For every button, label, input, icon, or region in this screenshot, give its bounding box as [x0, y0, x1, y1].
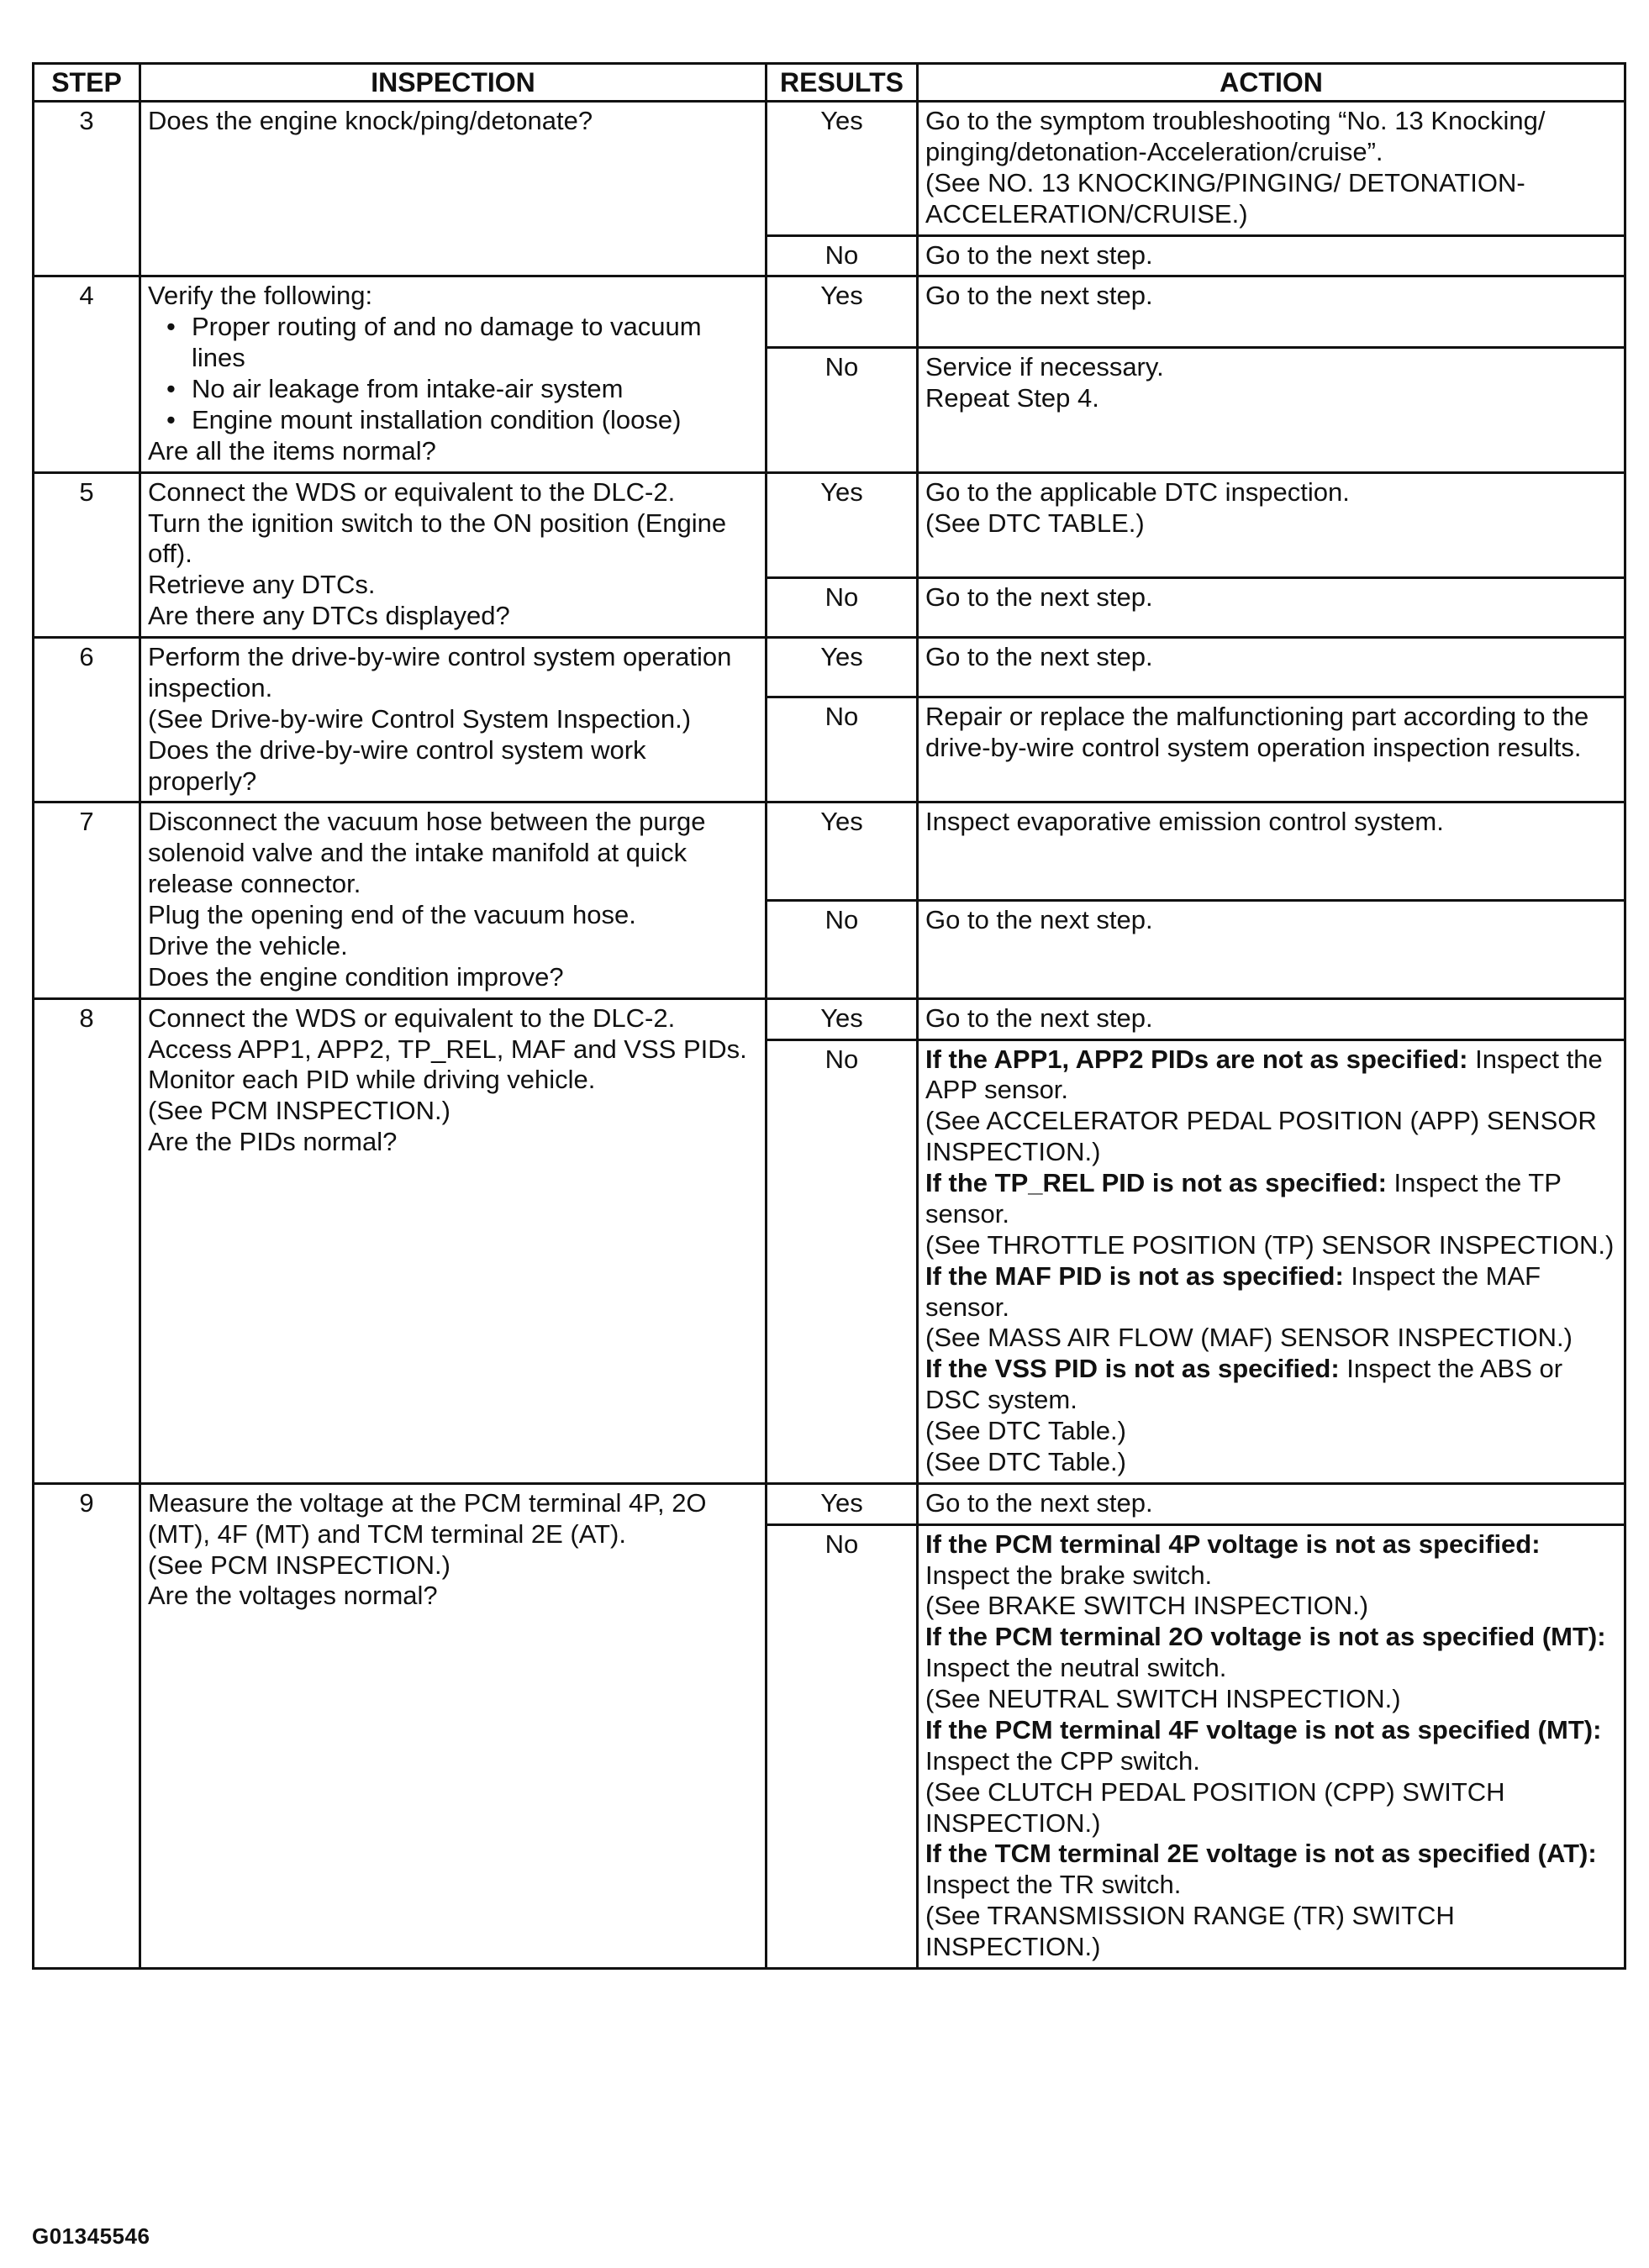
header-step: STEP — [34, 64, 140, 102]
inspection-line — [148, 1550, 758, 1581]
action-line — [925, 642, 1617, 673]
action-line — [925, 1106, 1617, 1168]
action-line — [925, 1230, 1617, 1261]
table-row — [34, 998, 1625, 1039]
action-cell — [918, 901, 1625, 999]
inspection-text: Access APP1, APP2, TP_REL, MAF and VSS PIDs. — [148, 1034, 747, 1064]
result-cell: Yes — [767, 998, 918, 1039]
action-text: Go to the next step. — [925, 1487, 1153, 1518]
inspection-line — [148, 704, 758, 735]
result-cell: No — [767, 697, 918, 802]
action-text: Repeat Step 4. — [925, 383, 1099, 413]
troubleshooting-table — [32, 62, 1626, 1970]
action-line — [925, 1622, 1617, 1653]
inspection-line — [148, 1581, 758, 1612]
action-line — [925, 1653, 1617, 1684]
action-text: (See MASS AIR FLOW (MAF) SENSOR INSPECTION.) — [925, 1323, 1573, 1353]
action-cell — [918, 998, 1625, 1039]
action-line — [925, 352, 1617, 383]
action-text: Inspect the APP sensor. — [925, 1044, 1603, 1105]
inspection-cell — [140, 1483, 767, 1968]
action-cell — [918, 802, 1625, 901]
action-line — [925, 1003, 1617, 1034]
action-text: Go to the next step. — [925, 581, 1153, 612]
inspection-line — [148, 931, 758, 962]
action-text: Inspect the TR switch. — [925, 1870, 1182, 1900]
inspection-line — [148, 281, 758, 312]
inspection-line — [148, 962, 758, 993]
inspection-line — [148, 477, 758, 508]
inspection-line — [148, 807, 758, 900]
inspection-text: Plug the opening end of the vacuum hose. — [148, 900, 636, 930]
action-line — [925, 1839, 1617, 1870]
inspection-text: Are the PIDs normal? — [148, 1127, 398, 1157]
action-line — [925, 1684, 1617, 1715]
table-row — [34, 472, 1625, 577]
action-cell — [918, 276, 1625, 348]
inspection-text: Perform the drive-by-wire control system operation inspection. — [148, 642, 732, 703]
action-line — [925, 1416, 1617, 1447]
inspection-text: Are all the items normal? — [148, 435, 436, 466]
inspection-text: Turn the ignition switch to the ON position (Engine off). — [148, 508, 727, 569]
inspection-text: Measure the voltage at the PCM terminal 4P, 2O (MT), 4F (MT) and TCM terminal 2E (AT). — [148, 1487, 707, 1549]
table-row — [34, 802, 1625, 901]
action-line — [925, 1045, 1617, 1107]
action-text: (See BRAKE SWITCH INSPECTION.) — [925, 1591, 1369, 1621]
action-line — [925, 1323, 1617, 1354]
condition-text: If the MAF PID is not as specified: — [925, 1260, 1344, 1291]
action-text: (See TRANSMISSION RANGE (TR) SWITCH INSPECTION.) — [925, 1901, 1455, 1962]
action-text: Go to the next step. — [925, 905, 1153, 935]
condition-text: If the PCM terminal 4P voltage is not as specified: — [925, 1529, 1541, 1559]
figure-code: G01345546 — [32, 2223, 150, 2249]
action-text: Inspect the TP sensor. — [925, 1168, 1562, 1229]
table-row — [34, 638, 1625, 697]
inspection-line — [148, 1034, 758, 1066]
inspection-text: Retrieve any DTCs. — [148, 570, 376, 600]
action-cell — [918, 102, 1625, 236]
action-cell — [918, 638, 1625, 697]
inspection-line — [148, 570, 758, 601]
condition-text: If the APP1, APP2 PIDs are not as specified: — [925, 1044, 1468, 1074]
inspection-text: Are the voltages normal? — [148, 1581, 438, 1611]
action-line — [925, 383, 1617, 414]
action-text: Inspect the MAF sensor. — [925, 1260, 1541, 1322]
inspection-text: Connect the WDS or equivalent to the DLC-2. — [148, 1002, 676, 1033]
action-cell — [918, 697, 1625, 802]
header-results: RESULTS — [767, 64, 918, 102]
table-body — [34, 102, 1625, 1969]
action-text: Inspect evaporative emission control system. — [925, 807, 1444, 837]
inspection-line — [148, 1127, 758, 1158]
result-cell: No — [767, 901, 918, 999]
action-text: Service if necessary. — [925, 352, 1164, 382]
action-text: Go to the applicable DTC inspection. — [925, 476, 1350, 507]
inspection-line — [148, 1003, 758, 1034]
inspection-line — [148, 642, 758, 704]
action-cell — [918, 1039, 1625, 1483]
condition-text: If the PCM terminal 2O voltage is not as specified (MT): — [925, 1622, 1606, 1652]
header-row — [34, 64, 1625, 102]
action-text: (See CLUTCH PEDAL POSITION (CPP) SWITCH INSPECTION.) — [925, 1776, 1505, 1838]
action-text: Inspect the brake switch. — [925, 1560, 1213, 1590]
step-number: 8 — [34, 998, 140, 1483]
step-number: 3 — [34, 102, 140, 276]
action-line — [925, 1447, 1617, 1478]
action-text: Inspect the neutral switch. — [925, 1653, 1227, 1683]
action-line — [925, 702, 1617, 764]
action-text: (See DTC Table.) — [925, 1446, 1126, 1476]
step-number: 9 — [34, 1483, 140, 1968]
inspection-text: Drive the vehicle. — [148, 930, 348, 960]
result-cell: No — [767, 577, 918, 637]
action-text: (See NO. 13 KNOCKING/PINGING/ DETONATION-ACCELERATION/CRUISE.) — [925, 167, 1525, 229]
condition-text: If the VSS PID is not as specified: — [925, 1354, 1340, 1384]
inspection-text: Are there any DTCs displayed? — [148, 601, 510, 631]
action-cell — [918, 348, 1625, 473]
step-number: 6 — [34, 638, 140, 802]
result-cell: No — [767, 1039, 918, 1483]
inspection-bullet-list — [148, 312, 758, 436]
action-text: Inspect the ABS or DSC system. — [925, 1354, 1563, 1415]
action-line — [925, 1354, 1617, 1416]
action-cell — [918, 472, 1625, 577]
action-line — [925, 477, 1617, 508]
result-cell: Yes — [767, 802, 918, 901]
step-number: 7 — [34, 802, 140, 998]
inspection-cell — [140, 638, 767, 802]
action-text: (See DTC TABLE.) — [925, 508, 1145, 538]
action-line — [925, 1777, 1617, 1839]
inspection-line — [148, 1488, 758, 1550]
step-number: 5 — [34, 472, 140, 637]
inspection-text: Connect the WDS or equivalent to the DLC-2. — [148, 476, 676, 507]
table-row — [34, 276, 1625, 348]
inspection-text: Disconnect the vacuum hose between the purge solenoid valve and the intake manifold at quick release connector. — [148, 807, 706, 899]
action-line — [925, 1168, 1617, 1230]
inspection-line — [148, 1096, 758, 1127]
condition-text: If the TCM terminal 2E voltage is not as specified (AT): — [925, 1839, 1597, 1869]
inspection-line — [148, 508, 758, 571]
action-cell — [918, 1483, 1625, 1524]
inspection-cell — [140, 276, 767, 472]
inspection-line — [148, 735, 758, 797]
action-text: (See ACCELERATOR PEDAL POSITION (APP) SENSOR INSPECTION.) — [925, 1106, 1597, 1167]
action-text: Repair or replace the malfunctioning part according to the drive-by-wire control system operation inspection results. — [925, 702, 1589, 763]
result-cell: Yes — [767, 102, 918, 236]
action-text: (See DTC Table.) — [925, 1416, 1126, 1446]
action-line — [925, 240, 1617, 271]
inspection-text: (See Drive-by-wire Control System Inspection.) — [148, 703, 692, 734]
action-line — [925, 905, 1617, 936]
result-cell: Yes — [767, 638, 918, 697]
action-line — [925, 1560, 1617, 1592]
action-line — [925, 281, 1617, 312]
inspection-bullet-item: • Proper routing of and no damage to vacuum lines — [192, 312, 758, 374]
action-line — [925, 1870, 1617, 1901]
inspection-text: Does the engine condition improve? — [148, 961, 564, 992]
action-line — [925, 1488, 1617, 1519]
result-cell: Yes — [767, 472, 918, 577]
inspection-cell — [140, 998, 767, 1483]
action-text: Go to the next step. — [925, 281, 1153, 311]
inspection-text: Monitor each PID while driving vehicle. — [148, 1065, 596, 1095]
action-line — [925, 1591, 1617, 1622]
action-text: Go to the next step. — [925, 642, 1153, 672]
action-line — [925, 582, 1617, 613]
result-cell: Yes — [767, 1483, 918, 1524]
inspection-line — [148, 106, 758, 137]
action-line — [925, 1746, 1617, 1777]
action-line — [925, 106, 1617, 168]
action-text: (See NEUTRAL SWITCH INSPECTION.) — [925, 1684, 1401, 1714]
inspection-line — [148, 601, 758, 632]
action-line — [925, 807, 1617, 838]
result-cell: No — [767, 348, 918, 473]
action-text: Go to the next step. — [925, 239, 1153, 270]
action-line — [925, 508, 1617, 539]
inspection-cell — [140, 102, 767, 276]
inspection-text: Does the drive-by-wire control system work properly? — [148, 734, 646, 796]
step-number: 4 — [34, 276, 140, 472]
inspection-text: (See PCM INSPECTION.) — [148, 1096, 450, 1126]
inspection-line — [148, 1065, 758, 1096]
inspection-line — [148, 900, 758, 931]
action-line — [925, 1901, 1617, 1963]
action-line — [925, 1261, 1617, 1323]
action-text: Go to the symptom troubleshooting “No. 13 Knocking/ pinging/detonation-Acceleration/cruise”. — [925, 106, 1546, 166]
inspection-text: (See PCM INSPECTION.) — [148, 1550, 450, 1580]
result-cell: Yes — [767, 276, 918, 348]
inspection-bullet-item: • Engine mount installation condition (loose) — [192, 405, 758, 436]
action-line — [925, 1529, 1617, 1560]
action-line — [925, 1715, 1617, 1746]
action-cell — [918, 577, 1625, 637]
inspection-bullet-item: • No air leakage from intake-air system — [192, 374, 758, 405]
inspection-text: Verify the following: — [148, 281, 373, 311]
action-line — [925, 168, 1617, 230]
table-row — [34, 1483, 1625, 1524]
action-text: (See THROTTLE POSITION (TP) SENSOR INSPECTION.) — [925, 1229, 1615, 1260]
result-cell: No — [767, 235, 918, 276]
table-row — [34, 102, 1625, 236]
action-cell — [918, 235, 1625, 276]
result-cell: No — [767, 1524, 918, 1968]
action-text: Inspect the CPP switch. — [925, 1745, 1200, 1776]
action-cell — [918, 1524, 1625, 1968]
header-action: ACTION — [918, 64, 1625, 102]
condition-text: If the TP_REL PID is not as specified: — [925, 1168, 1387, 1198]
inspection-line — [148, 436, 758, 467]
inspection-text: Does the engine knock/ping/detonate? — [148, 106, 593, 136]
inspection-cell — [140, 802, 767, 998]
action-text: Go to the next step. — [925, 1002, 1153, 1033]
inspection-cell — [140, 472, 767, 637]
condition-text: If the PCM terminal 4F voltage is not as specified (MT): — [925, 1714, 1602, 1744]
header-inspection: INSPECTION — [140, 64, 767, 102]
